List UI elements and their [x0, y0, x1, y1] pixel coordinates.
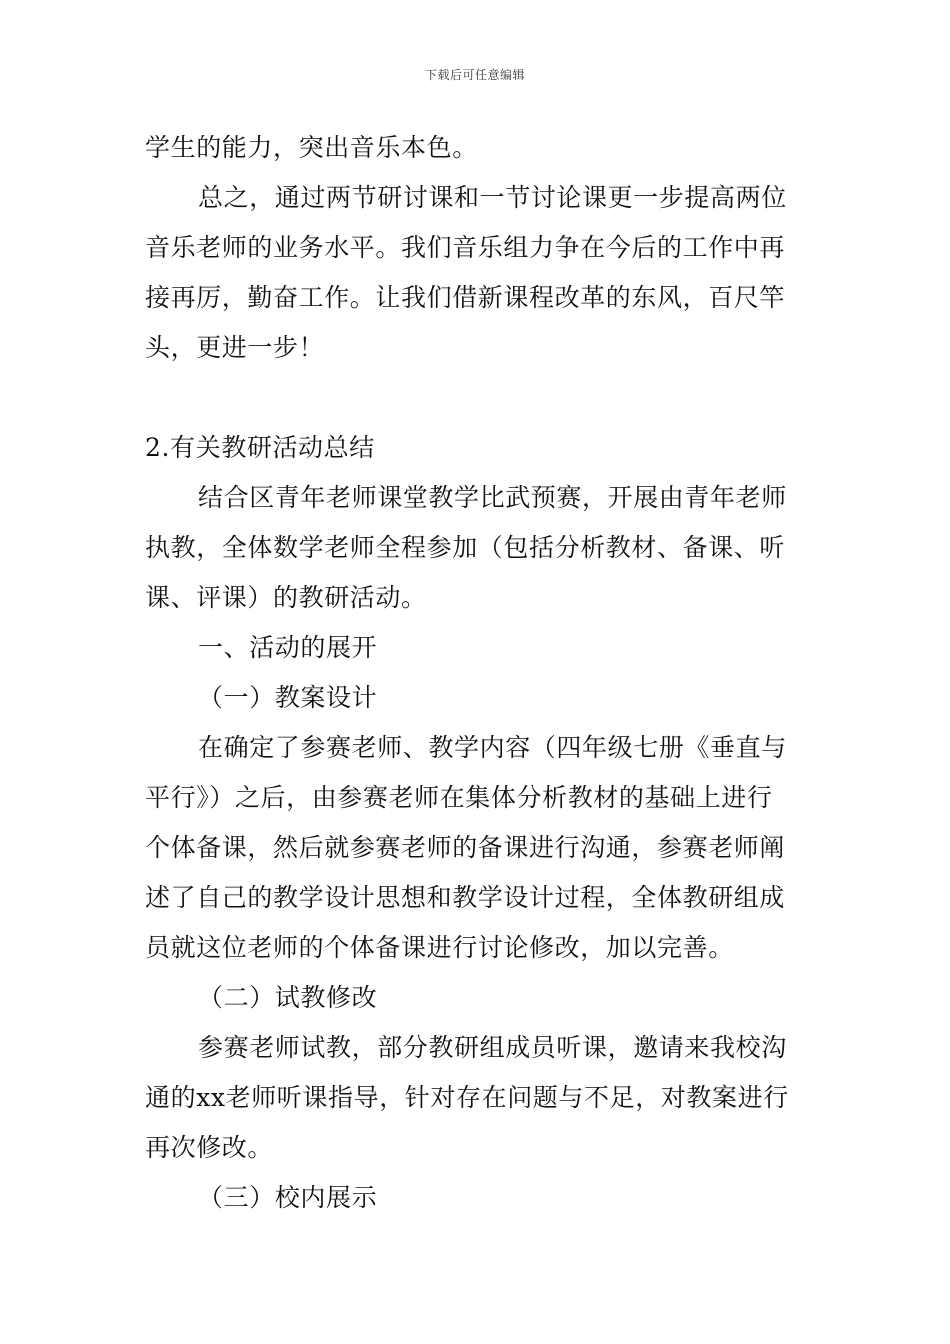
- paragraph-line: 执教，全体数学老师全程参加（包括分析教材、备课、听: [145, 533, 786, 562]
- paragraph-line: 在确定了参赛老师、教学内容（四年级七册《垂直与: [198, 733, 787, 762]
- section-heading: 2.有关教研活动总结: [145, 433, 375, 462]
- paragraph-line: 总之，通过两节研讨课和一节讨论课更一步提高两位: [198, 183, 787, 212]
- paragraph-line: 学生的能力，突出音乐本色。: [145, 133, 478, 162]
- page-header: 下载后可任意编辑: [424, 68, 525, 82]
- paragraph-line: 个体备课，然后就参赛老师的备课进行沟通，参赛老师阐: [145, 833, 786, 862]
- paragraph-line: 通的xx老师听课指导，针对存在问题与不足，对教案进行: [145, 1083, 789, 1112]
- paragraph-line: 结合区青年老师课堂教学比武预赛，开展由青年老师: [198, 483, 787, 512]
- subheading-level-2: （一）教案设计: [198, 683, 378, 712]
- paragraph-line: 参赛老师试教，部分教研组成员听课，邀请来我校沟: [198, 1033, 787, 1062]
- paragraph-line: 员就这位老师的个体备课进行讨论修改，加以完善。: [145, 933, 734, 962]
- paragraph-line: 平行》）之后，由参赛老师在集体分析教材的基础上进行: [145, 783, 773, 812]
- paragraph-line: 述了自己的教学设计思想和教学设计过程，全体教研组成: [145, 883, 786, 912]
- paragraph-line: 头，更进一步！: [145, 333, 325, 362]
- paragraph-line: 接再厉，勤奋工作。让我们借新课程改革的东风，百尺竿: [145, 283, 786, 312]
- paragraph-line: 音乐老师的业务水平。我们音乐组力争在今后的工作中再: [145, 233, 786, 262]
- paragraph-line: 课、评课）的教研活动。: [145, 583, 427, 612]
- subheading-level-1: 一、活动的展开: [198, 633, 378, 662]
- subheading-level-2: （三）校内展示: [198, 1183, 378, 1212]
- subheading-level-2: （二）试教修改: [198, 983, 378, 1012]
- paragraph-line: 再次修改。: [145, 1133, 274, 1162]
